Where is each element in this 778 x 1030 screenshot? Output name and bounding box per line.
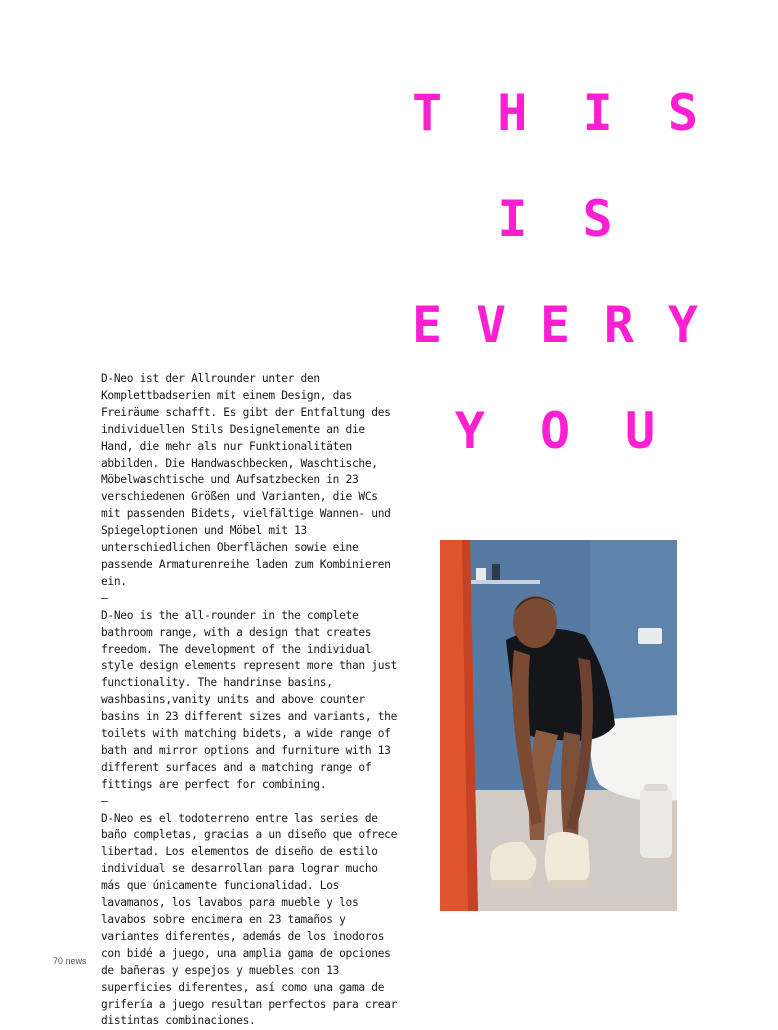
separator-dash: — — [101, 591, 108, 605]
headline-letter: V — [475, 296, 507, 354]
paragraph-german: D-Neo ist der Allrounder unter den Komplettbadserien mit einem Design, das Freiräume schafft. Es gibt der Entfaltung des individuellen Stils Designelemente an die Hand, die mehr als nur Funktionalitäten abbilden. Die Handwaschbecken, Waschtische, Möbelwaschtische und Aufsatzbecken in 23 verschiedenen Größen und Varianten, die WCs mit passenden Bidets, vielfältige Wannen- und Spiegeloptionen und Möbel mit 13 unterschiedlichen Oberflächen sowie eine passende Armaturenreihe laden zum Kombinieren ein. — [101, 372, 391, 588]
headline-letter: I — [582, 84, 613, 142]
headline-letter: R — [603, 296, 635, 354]
body-copy — [101, 371, 401, 1030]
headline-line — [412, 296, 698, 406]
headline — [412, 84, 698, 512]
headline-letter: S — [667, 84, 698, 142]
headline-letter: Y — [454, 402, 485, 460]
separator-dash: — — [101, 794, 108, 808]
paragraph-english: D-Neo is the all-rounder in the complete bathroom range, with a design that creates freedom. The development of the individual style design elements represent more than just functionality. The handrinse basins, washbasins,vanity units and above counter basins in 23 different sizes and variants, the toilets with matching bidets, a wide range of bath and mirror options and furniture with 13 different surfaces and a matching range of fittings are perfect for combining. — [101, 608, 398, 791]
headline-line — [412, 84, 698, 194]
paragraph-spanish: D-Neo es el todoterreno entre las series de baño completas, gracias a un diseño que ofrece libertad. Los elementos de diseño de estilo individual se desarrollan para lograr mucho más que únicamente funcionalidad. Los lavamanos, los lavabos para mueble y los lavabos sobre encimera en 23 tamaños y variantes diferentes, además de los inodoros con bidé a juego, una amplia gama de opciones de bañeras y espejos y muebles con 13 superficies diferentes, así como una gama de grifería a juego resultan perfectos para crear distintas combinaciones. — [101, 811, 398, 1028]
headline-letter: I — [497, 190, 528, 248]
headline-letter: T — [412, 84, 443, 142]
headline-line — [412, 402, 698, 512]
headline-letter: U — [625, 402, 656, 460]
page-folio: 70 news — [53, 956, 87, 966]
headline-letter: O — [539, 402, 571, 460]
headline-line — [412, 190, 698, 300]
headline-letter: H — [497, 84, 528, 142]
headline-letter: E — [539, 296, 571, 354]
bathroom-photo — [440, 540, 677, 911]
headline-letter: Y — [667, 296, 698, 354]
headline-letter: E — [412, 296, 443, 354]
headline-letter: S — [582, 190, 613, 248]
